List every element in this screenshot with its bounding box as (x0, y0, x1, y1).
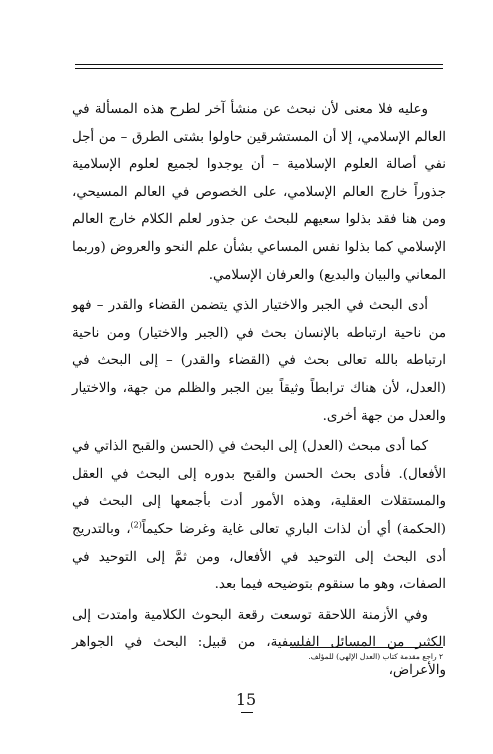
paragraph-4: وفي الأزمنة اللاحقة توسعت رقعة البحوث الكلامية وامتدت إلى الكثير من المسائل الفلسفية، من قبيل: البحث في الجواهر والأعراض، (72, 607, 446, 678)
page-number-underline (241, 712, 253, 713)
paragraph-1: وعليه فلا معنى لأن نبحث عن منشأ آخر لطرح هذه المسألة في العالم الإسلامي، إلا أن المستشرقين حاولوا بشتى الطرق – من أجل نفي أصالة العلوم الإسلامية – أن يوجدوا لجميع لعلوم الإسلامية جذوراً خارج العالم الإسلامي، على الخصوص في العالم المسيحي، ومن هنا فقد بذلوا سعيهم للبحث عن جذور لعلم الكلام خارج العالم الإسلامي كما بذلوا نفس المساعي بشأن علم النحو والعروض (وربما المعاني والبيان والبديع) والعرفان الإسلامي. (72, 102, 446, 283)
header-rule-top (75, 64, 443, 65)
footnote-rule (290, 647, 443, 648)
paragraph-3-continuation: ، وبالتدريج أدى البحث إلى التوحيد في الأفعال، ومن ثمَّ إلى التوحيد في الصفات، وهو ما سنقوم بتوضيحه فيما بعد. (72, 521, 446, 593)
footnote-reference[interactable]: (2) (130, 520, 142, 530)
paragraph-3 (72, 433, 446, 599)
paragraph-2: أدى البحث في الجبر والاختيار الذي يتضمن القضاء والقدر – فهو من ناحية ارتباطه بالإنسان بحث في (الجبر والاختيار) ومن ناحية ارتباطه بالله تعالى بحث في (القضاء والقدر) – إلى البحث في (العدل، لأن هناك ترابطاً وثيقاً بين الجبر والظلم من جهة، والاختيار والعدل من جهة أخرى. (72, 298, 446, 424)
paragraph-3-text: كما أدى مبحث (العدل) إلى البحث في (الحسن والقبح الذاتي في الأفعال). فأدى بحث الحسن والقبح بدوره إلى البحث في العقل والمستقلات العقلية، وهذه الأمور أدت بأجمعها إلى البحث في (الحكمة) أي أن لذات الباري تعالى غاية وغرضا حكيماً (72, 439, 446, 537)
header-rule-bottom (75, 68, 443, 69)
footnote: ٢ راجع مقدمة كتاب (العدل الإلهي) للمؤلف. (308, 652, 443, 661)
body-text (72, 96, 446, 687)
page-number: 15 (235, 690, 257, 709)
